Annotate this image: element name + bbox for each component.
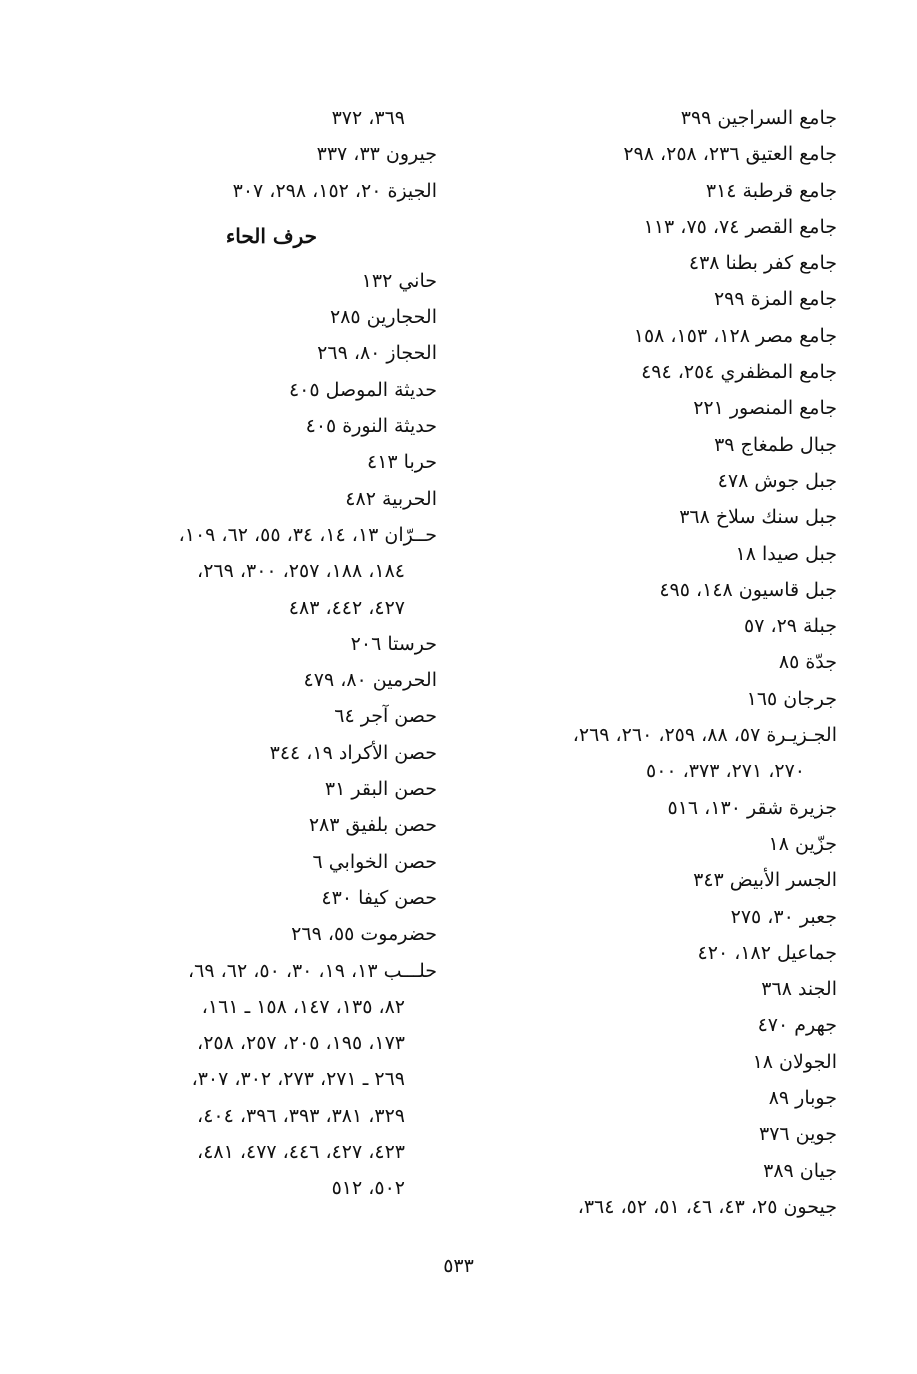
index-entry: جيحون ٢٥، ٤٣، ٤٦، ٥١، ٥٢، ٣٦٤، xyxy=(577,1195,837,1218)
index-entry: جماعيل ١٨٢، ٤٢٠ xyxy=(697,941,837,964)
index-column-right xyxy=(472,100,837,1225)
index-entry-continuation: ٤٢٣، ٤٢٧، ٤٤٦، ٤٧٧، ٤٨١، xyxy=(197,1141,405,1164)
index-entry: حصن البقر ٣١ xyxy=(324,778,437,801)
index-column-left xyxy=(77,100,437,1207)
index-entry: جامع المظفري ٢٥٤، ٤٩٤ xyxy=(641,361,837,384)
index-entry-continuation: ٣٢٩، ٣٨١، ٣٩٣، ٣٩٦، ٤٠٤، xyxy=(197,1104,405,1127)
index-entry: حرستا ٢٠٦ xyxy=(350,632,437,655)
index-entry: الجند ٣٦٨ xyxy=(761,978,837,1001)
index-entry: جيان ٣٨٩ xyxy=(763,1159,837,1182)
index-entry: جامع العتيق ٢٣٦، ٢٥٨، ٢٩٨ xyxy=(623,143,837,166)
page-number: ٥٣٣ xyxy=(443,1255,474,1277)
index-entry: الجسر الأبيض ٣٤٣ xyxy=(693,869,837,892)
index-entry: الحرمين ٨٠، ٤٧٩ xyxy=(303,669,437,692)
index-entry: حاني ١٣٢ xyxy=(361,269,437,292)
index-entry: حصن كيفا ٤٣٠ xyxy=(321,886,437,909)
index-entry: جبل سنك سلاخ ٣٦٨ xyxy=(679,506,837,529)
index-entry: جامع المنصور ٢٢١ xyxy=(693,397,837,420)
index-entry-continuation: ٨٢، ١٣٥، ١٤٧، ١٥٨ ـ ١٦١، xyxy=(201,995,405,1018)
index-entry: حديثة الموصل ٤٠٥ xyxy=(288,378,437,401)
index-entry: حصن الأكراد ١٩، ٣٤٤ xyxy=(269,741,437,764)
section-heading: حرف الحاء xyxy=(225,223,317,248)
index-entry-continuation: ١٧٣، ١٩٥، ٢٠٥، ٢٥٧، ٢٥٨، xyxy=(197,1032,405,1055)
index-entry: جعبر ٣٠، ٢٧٥ xyxy=(730,905,837,928)
index-entry: جبلة ٢٩، ٥٧ xyxy=(743,615,837,638)
index-entry: الجولان ١٨ xyxy=(752,1050,837,1073)
index-entry: جامع كفر بطنا ٤٣٨ xyxy=(688,252,837,275)
index-entry: جبال طمغاج ٣٩ xyxy=(714,433,837,456)
index-entry: جامع قرطبة ٣١٤ xyxy=(705,179,837,202)
index-entry: جامع مصر ١٢٨، ١٥٣، ١٥٨ xyxy=(633,324,837,347)
index-entry: الحربية ٤٨٢ xyxy=(345,487,437,510)
index-entry: جامع القصر ٧٤، ٧٥، ١١٣ xyxy=(643,215,837,238)
index-entry: جيرون ٣٣، ٣٣٧ xyxy=(316,143,437,166)
index-entry: حربا ٤١٣ xyxy=(367,451,437,474)
index-entry: حلـــب ١٣، ١٩، ٣٠، ٥٠، ٦٢، ٦٩، xyxy=(188,959,437,982)
index-entry: الحجاز ٨٠، ٢٦٩ xyxy=(317,342,437,365)
index-entry: جوبار ٨٩ xyxy=(768,1087,837,1110)
index-entry: حــرّان ١٣، ١٤، ٣٤، ٥٥، ٦٢، ١٠٩، xyxy=(178,523,437,546)
index-entry-continuation: ٥٠٢، ٥١٢ xyxy=(331,1177,405,1200)
index-entry: حضرموت ٥٥، ٢٦٩ xyxy=(291,923,437,946)
index-entry: جزيرة شقر ١٣٠، ٥١٦ xyxy=(667,796,837,819)
index-entry: جرجان ١٦٥ xyxy=(746,687,837,710)
index-entry: جوين ٣٧٦ xyxy=(759,1123,837,1146)
index-entry: حصن آجر ٦٤ xyxy=(334,705,437,728)
index-entry-continuation: ٢٧٠، ٢٧١، ٣٧٣، ٥٠٠ xyxy=(645,760,805,783)
index-entry-continuation: ٤٢٧، ٤٤٢، ٤٨٣ xyxy=(288,596,405,619)
index-entry: جامع السراجين ٣٩٩ xyxy=(680,107,837,129)
index-entry-continuation: ٣٦٩، ٣٧٢ xyxy=(331,107,405,129)
index-entry: حصن الخوابي ٦ xyxy=(312,850,437,873)
index-entry: جدّة ٨٥ xyxy=(778,651,837,674)
index-entry: جبل قاسيون ١٤٨، ٤٩٥ xyxy=(659,578,837,601)
index-entry-continuation: ٢٦٩ ـ ٢٧١، ٢٧٣، ٣٠٢، ٣٠٧، xyxy=(191,1068,405,1091)
index-entry: جبل جوش ٤٧٨ xyxy=(717,469,837,492)
index-entry: جزّين ١٨ xyxy=(768,832,837,855)
index-entry: الجيزة ٢٠، ١٥٢، ٢٩٨، ٣٠٧ xyxy=(232,179,437,202)
index-entry: حديثة النورة ٤٠٥ xyxy=(305,415,437,438)
index-entry: جهرم ٤٧٠ xyxy=(757,1014,837,1037)
index-entry: الحجارين ٢٨٥ xyxy=(330,306,437,329)
index-entry: حصن بلفيق ٢٨٣ xyxy=(308,814,437,837)
index-entry-continuation: ١٨٤، ١٨٨، ٢٥٧، ٣٠٠، ٢٦٩، xyxy=(197,560,405,583)
index-entry: الجـزيـرة ٥٧، ٨٨، ٢٥٩، ٢٦٠، ٢٦٩، xyxy=(572,724,837,747)
index-entry: جامع المزة ٢٩٩ xyxy=(713,288,837,311)
index-entry: جبل صيدا ١٨ xyxy=(735,542,837,565)
